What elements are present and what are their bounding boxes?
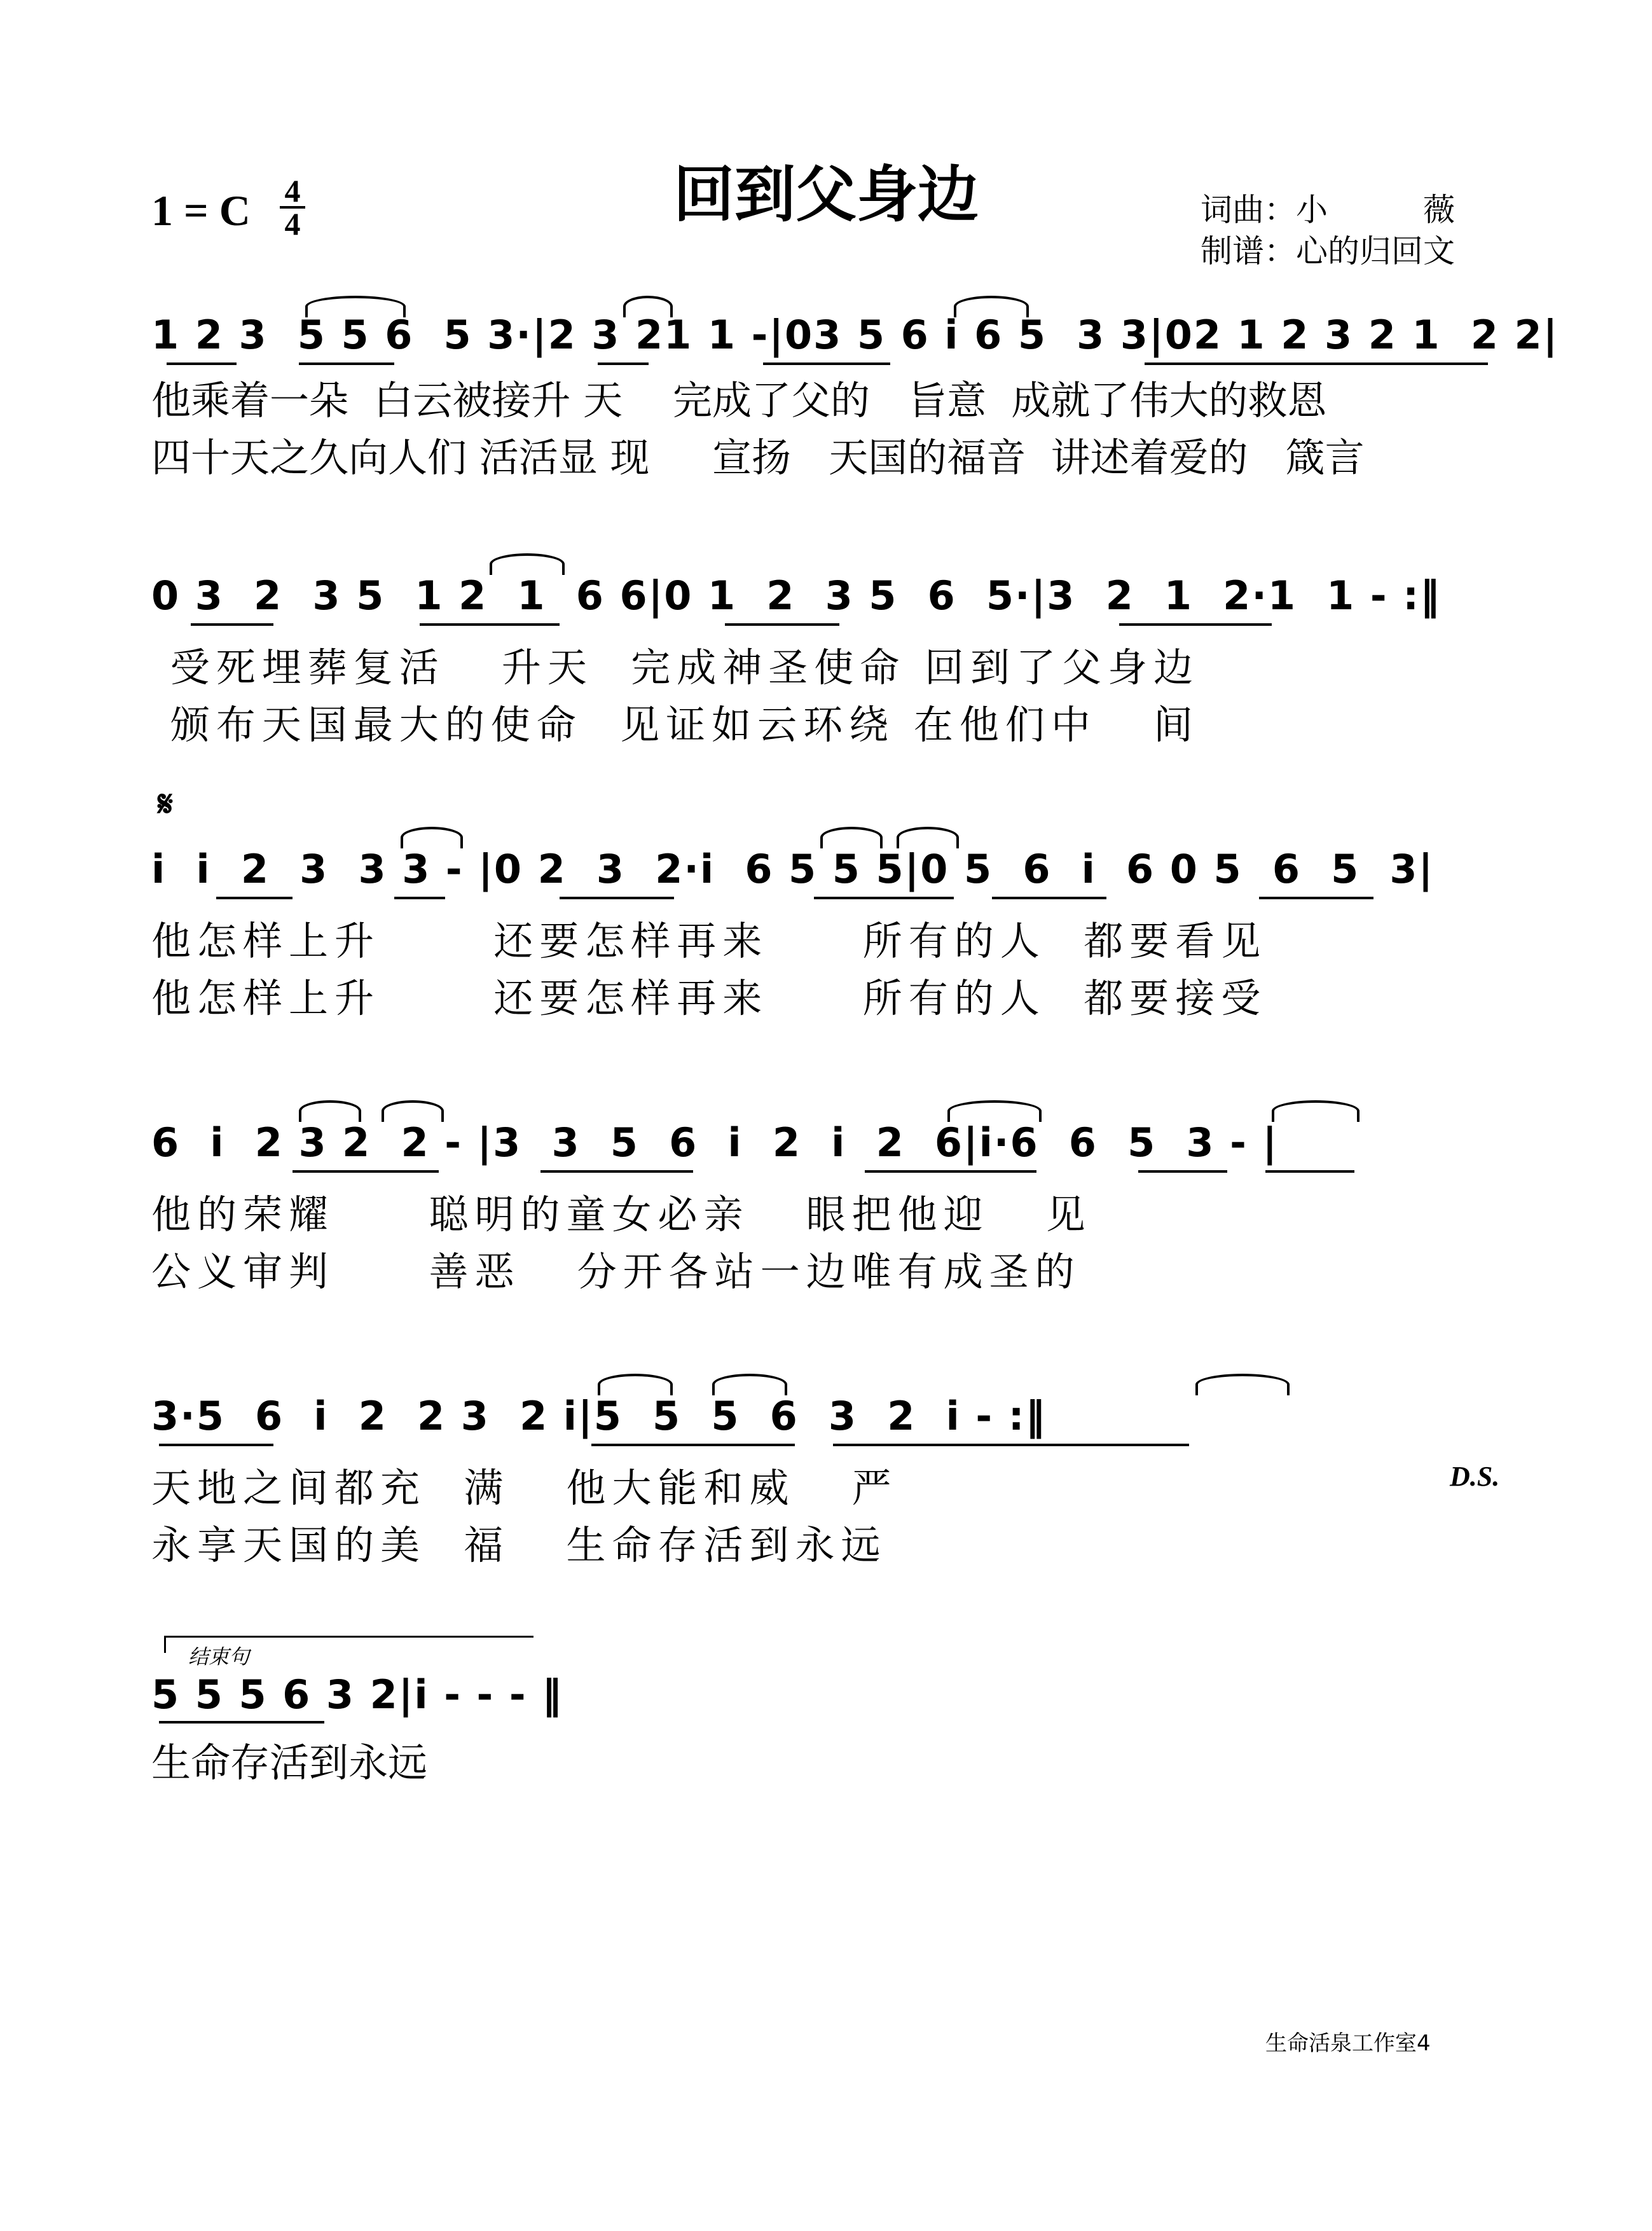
lyrics-line-6: 生命存活到永远	[151, 1739, 428, 1786]
lyricist-credit: 词曲：小 薇	[1201, 191, 1455, 228]
beam	[540, 1170, 693, 1173]
segno-sign: 𝄋	[158, 784, 174, 825]
beam	[591, 1444, 795, 1446]
time-signature-top: 4	[284, 173, 301, 209]
notation-line-1: 1 2 3 5 5 6 5 3·|2 3 21 1 -|03 5 6 i 6 5 3 3|02 1 2 3 2 1 2 2|	[151, 312, 1559, 358]
notation-line-4: 6 i 2 3 2 2 - |3 3 5 6 i 2 i 2 6|i·6 6 5 3 - |	[151, 1119, 1279, 1166]
beam	[1259, 897, 1373, 899]
beam	[159, 1721, 324, 1723]
beam	[598, 363, 649, 365]
song-title: 回到父身边	[673, 159, 979, 230]
lyrics-line-3-verse-1: 他怎样上升 还要怎样再来 所有的人 都要看见	[151, 918, 1267, 964]
slur	[299, 1100, 361, 1122]
slur	[382, 1100, 444, 1122]
beam	[833, 1444, 1189, 1446]
beam	[763, 363, 890, 365]
beam	[216, 897, 293, 899]
beam	[167, 363, 237, 365]
beam	[865, 1170, 1036, 1173]
lyrics-line-4-verse-2: 公义审判 善恶 分开各站一边唯有成圣的	[151, 1248, 1081, 1295]
beam	[1119, 623, 1272, 626]
dal-segno-mark: D.S.	[1450, 1461, 1500, 1492]
slur	[954, 296, 1029, 317]
notation-line-6: 5 5 5 6 3 2|i - - - ‖	[151, 1671, 563, 1718]
lyrics-line-2-verse-2: 颁布天国最大的使命 见证如云环绕 在他们中 间	[151, 701, 1199, 748]
lyrics-line-5-verse-2: 永享天国的美 福 生命存活到永远	[151, 1522, 887, 1568]
lyrics-line-4-verse-1: 他的荣耀 聪明的童女必亲 眼把他迎 见	[151, 1191, 1092, 1238]
slur	[623, 296, 673, 317]
slur	[1195, 1374, 1290, 1395]
beam	[394, 897, 445, 899]
slur	[1272, 1100, 1359, 1122]
key-signature: 1 = C	[151, 186, 251, 235]
beam	[560, 897, 674, 899]
beam	[1265, 1170, 1354, 1173]
lyrics-line-3-verse-2: 他怎样上升 还要怎样再来 所有的人 都要接受	[151, 975, 1267, 1021]
slur	[712, 1374, 787, 1395]
beam	[992, 897, 1106, 899]
beam	[1138, 1170, 1227, 1173]
notation-line-3: i i 2 3 3 3 - |0 2 3 2·i 6 5 5 5|0 5 6 i 6 0 5 6 5 3|	[151, 846, 1435, 892]
slur	[401, 827, 463, 848]
slur	[897, 827, 959, 848]
beam	[293, 1170, 439, 1173]
lyrics-line-2-verse-1: 受死埋葬复活 升天 完成神圣使命 回到了父身边	[151, 644, 1199, 691]
slur	[490, 553, 565, 575]
notation-line-2: 0 3 2 3 5 1 2 1 6 6|0 1 2 3 5 6 5·|3 2 1 2·1 1 - :‖	[151, 572, 1442, 619]
notation-line-5: 3·5 6 i 2 2 3 2 i|5 5 5 6 3 2 i - :‖	[151, 1393, 1047, 1439]
beam	[191, 623, 273, 626]
slur	[305, 296, 406, 317]
arranger-credit: 制谱：心的归回文	[1201, 233, 1455, 270]
lyrics-line-5-verse-1: 天地之间都充 满 他大能和威 严	[151, 1465, 898, 1511]
slur	[598, 1374, 673, 1395]
beam	[1145, 363, 1488, 365]
ending-label: 结束句	[188, 1645, 250, 1669]
slur	[820, 827, 883, 848]
time-signature-bottom: 4	[284, 206, 301, 242]
beam	[420, 623, 560, 626]
lyrics-line-1-verse-2: 四十天之久向人们 活活显 现 宣扬 天国的福音 讲述着爱的 箴言	[151, 434, 1365, 481]
beam	[725, 623, 839, 626]
slur	[947, 1100, 1042, 1122]
beam	[159, 1444, 273, 1446]
time-signature	[280, 173, 305, 242]
lyrics-line-1-verse-1: 他乘着一朵 白云被接升 天 完成了父的 旨意 成就了伟大的救恩	[151, 377, 1327, 424]
beam	[299, 363, 394, 365]
beam	[814, 897, 954, 899]
footer-studio: 生命活泉工作室4	[1265, 2031, 1431, 2056]
